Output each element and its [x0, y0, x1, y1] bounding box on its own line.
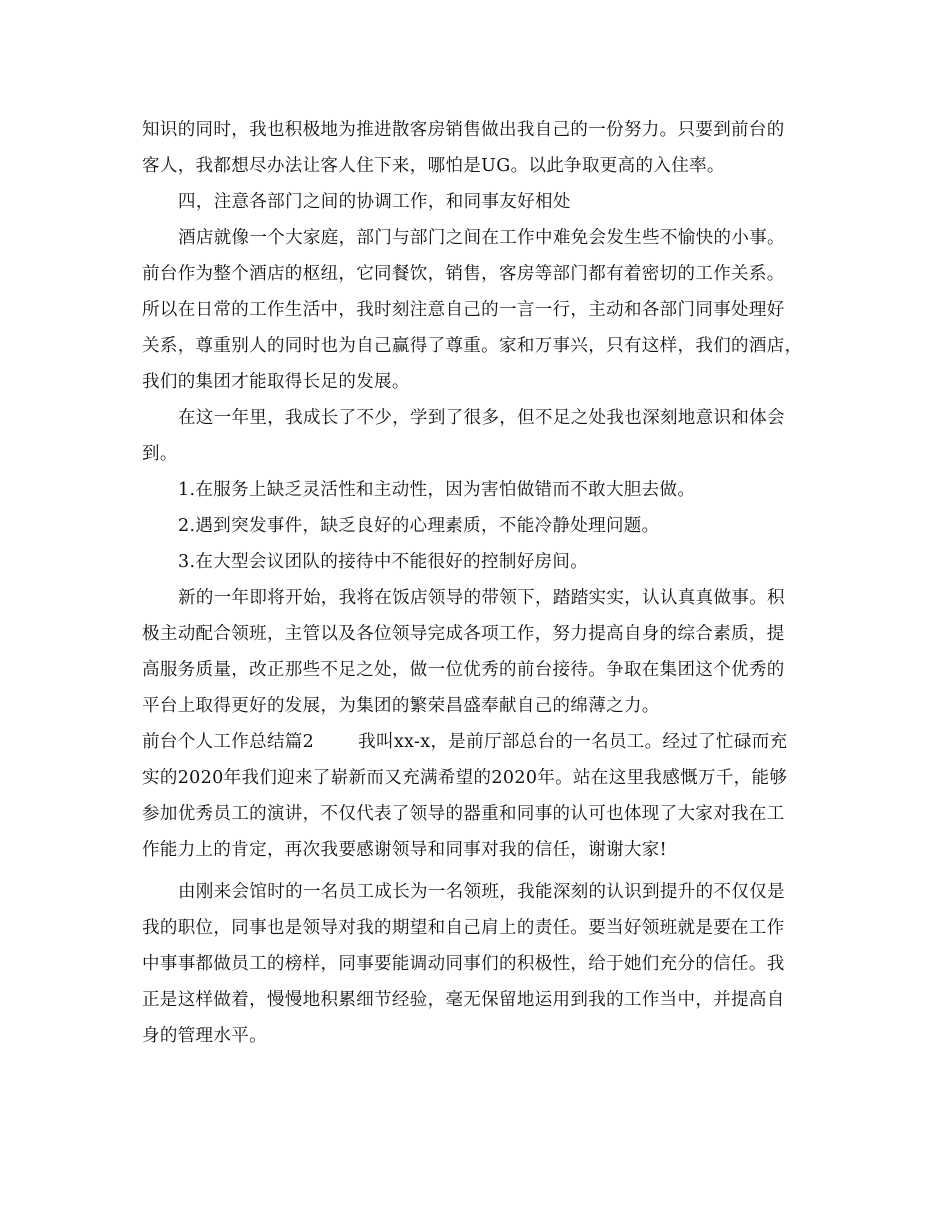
text-line: 前台作为整个酒店的枢纽，它同餐饮，销售，客房等部门都有着密切的工作关系。 — [142, 264, 785, 284]
text-line: 2.遇到突发事件，缺乏良好的心理素质，不能冷静处理问题。 — [178, 516, 660, 536]
list-item — [142, 508, 814, 544]
list-item — [142, 544, 814, 580]
text-line: 到。 — [142, 444, 178, 464]
paragraph — [142, 580, 814, 724]
text-line: 极主动配合领班，主管以及各位领导完成各项工作，努力提高自身的综合素质，提 — [142, 624, 785, 644]
list-item — [142, 472, 814, 508]
text-line: 我们的集团才能取得长足的发展。 — [142, 372, 410, 392]
text-line: 我的职位，同事也是领导对我的期望和自己肩上的责任。要当好领班就是要在工作 — [142, 918, 785, 938]
text-line: 新的一年即将开始，我将在饭店领导的带领下，踏踏实实，认认真真做事。积 — [178, 588, 785, 608]
paragraph — [142, 220, 814, 400]
text-line: 中事事都做员工的榜样，同事要能调动同事们的积极性，给于她们充分的信任。我 — [142, 954, 785, 974]
text-line: 所以在日常的工作生活中，我时刻注意自己的一言一行，主动和各部门同事处理好 — [142, 300, 785, 320]
text-line: 由刚来会馆时的一名员工成长为一名领班，我能深刻的认识到提升的不仅仅是 — [178, 882, 785, 902]
section-2-title: 前台个人工作总结篇2 — [142, 732, 315, 752]
text-line: 1.在服务上缺乏灵活性和主动性，因为害怕做错而不敢大胆去做。 — [178, 480, 696, 500]
text-line: 四，注意各部门之间的协调工作，和同事友好相处 — [178, 192, 571, 212]
paragraph — [142, 400, 814, 472]
text-line: 在这一年里，我成长了不少，学到了很多，但不足之处我也深刻地意识和体会 — [178, 408, 785, 428]
text-line: 关系，尊重别人的同时也为自己赢得了尊重。家和万事兴，只有这样，我们的酒店， — [142, 336, 803, 356]
section-heading — [142, 184, 814, 220]
text-line: 酒店就像一个大家庭，部门与部门之间在工作中难免会发生些不愉快的小事。 — [178, 228, 785, 248]
section-2-first-line — [142, 724, 814, 760]
text-line: 3.在大型会议团队的接待中不能很好的控制好房间。 — [178, 552, 589, 572]
text-line: 实的2020年我们迎来了崭新而又充满希望的2020年。站在这里我感慨万千，能够 — [142, 768, 788, 788]
paragraph — [142, 112, 814, 184]
text-line: 高服务质量，改正那些不足之处，做一位优秀的前台接待。争取在集团这个优秀的 — [142, 660, 785, 680]
text-line: 客人，我都想尽办法让客人住下来，哪怕是UG。以此争取更高的入住率。 — [142, 156, 725, 176]
paragraph — [142, 874, 814, 1054]
section-2-first-line-text: 我叫xx-x，是前厅部总台的一名员工。经过了忙碌而充 — [358, 732, 788, 752]
text-line: 平台上取得更好的发展，为集团的繁荣昌盛奉献自己的绵薄之力。 — [142, 696, 660, 716]
text-line: 正是这样做着，慢慢地积累细节经验，毫无保留地运用到我的工作当中，并提高自 — [142, 990, 785, 1010]
text-line: 身的管理水平。 — [142, 1026, 267, 1046]
text-line: 知识的同时，我也积极地为推进散客房销售做出我自己的一份努力。只要到前台的 — [142, 120, 785, 140]
section-2 — [142, 724, 814, 868]
text-line: 作能力上的肯定，再次我要感谢领导和同事对我的信任，谢谢大家! — [142, 840, 668, 860]
document-page — [142, 112, 814, 1054]
text-line: 参加优秀员工的演讲，不仅代表了领导的器重和同事的认可也体现了大家对我在工 — [142, 804, 785, 824]
